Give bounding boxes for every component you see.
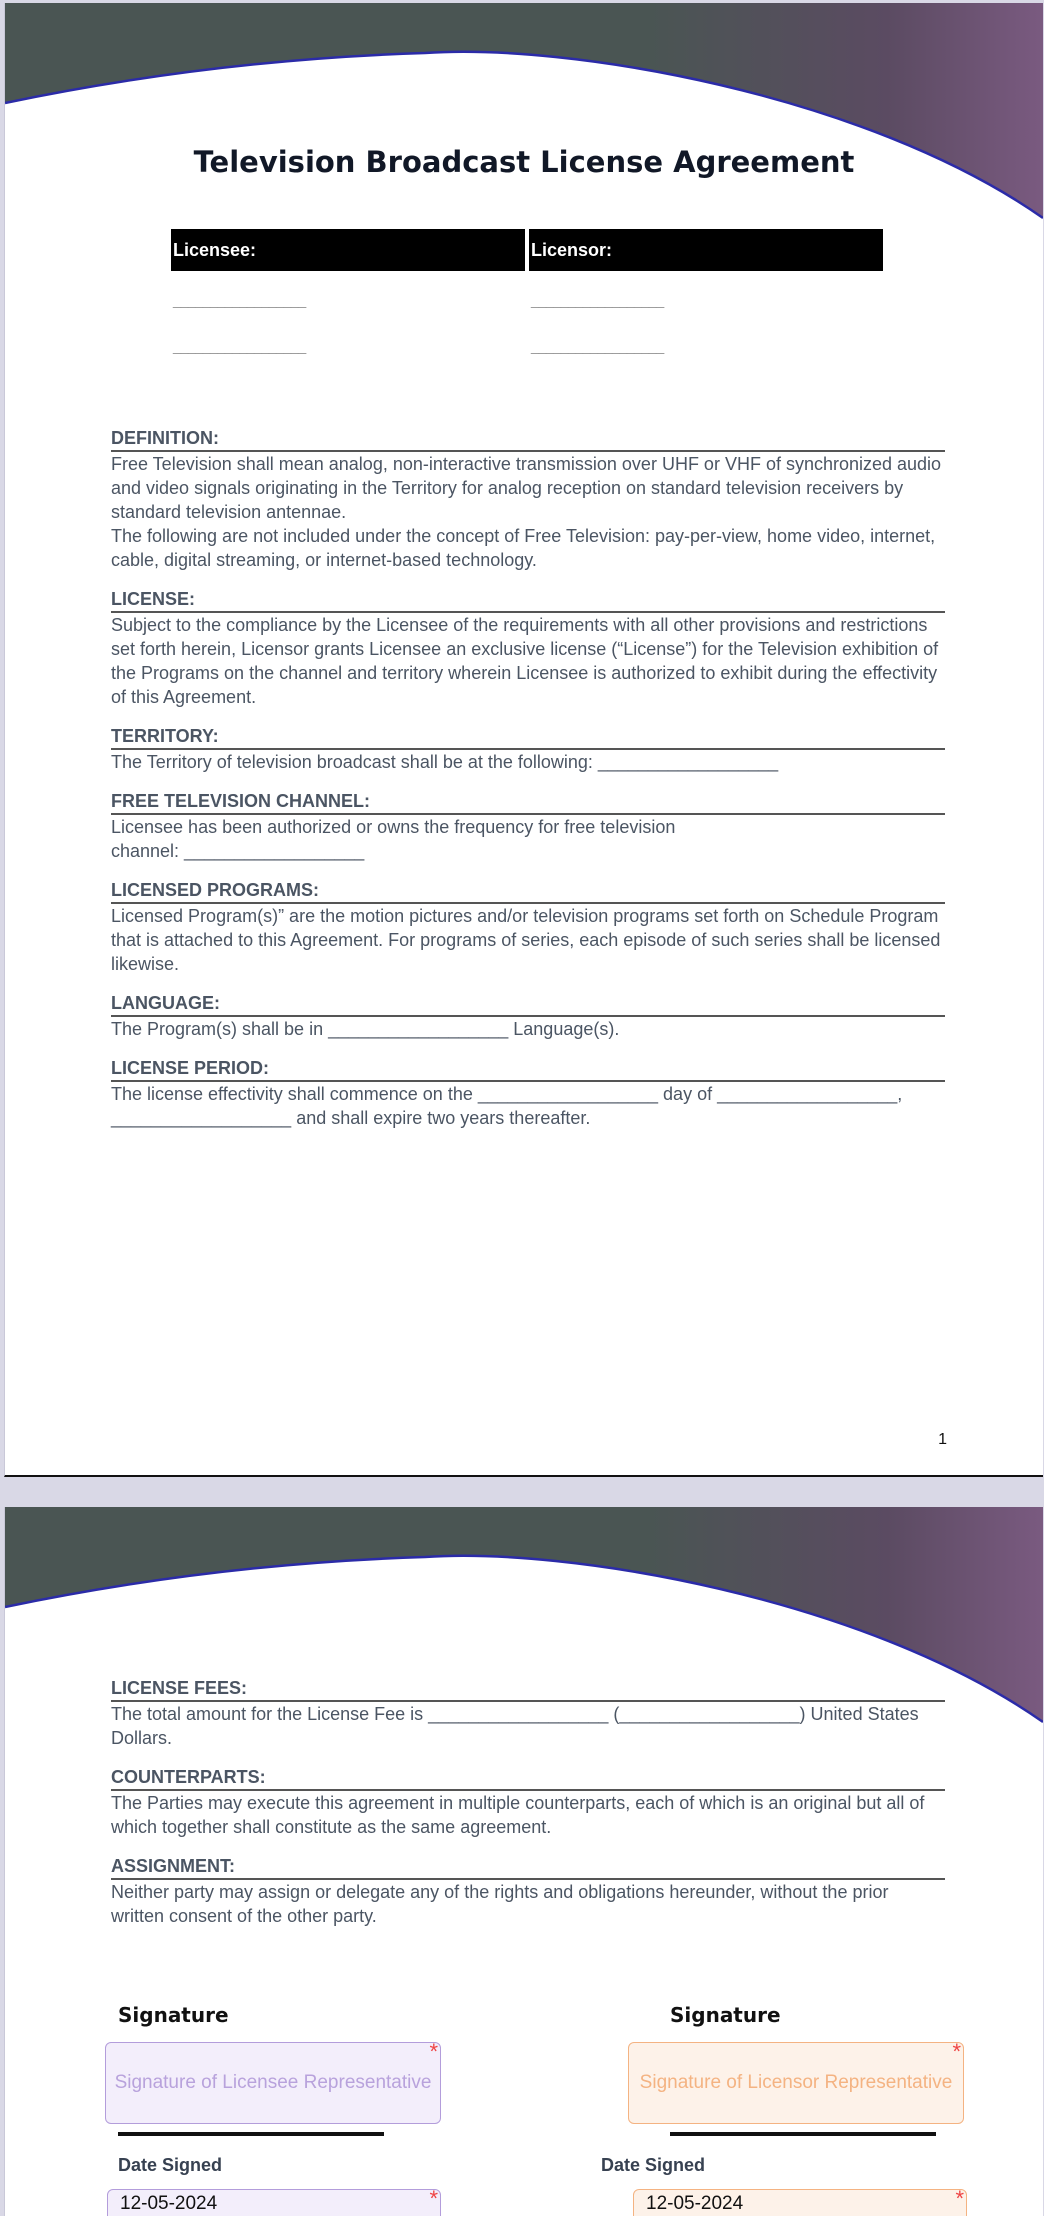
clause-body: The Parties may execute this agreement in multiple counterparts, each of which is an original but all of which together shall constitute as the same agreement. bbox=[111, 1793, 925, 1837]
licensor-date-label: Date Signed bbox=[601, 2155, 706, 2175]
clause-body: Free Television shall mean analog, non-interactive transmission over UHF or VHF of synchronized audio and video signals originating in the Territory for analog reception on standard television receivers by standard television antennae. The following are not included under the concept of Free Television: pay-per-view, home video, internet, cable, digital streaming, or internet-based technology. bbox=[111, 454, 942, 570]
clause-body: Licensed Program(s)” are the motion pictures and/or television programs set forth on Schedule Program that is attached to this Agreement. For programs of series, each episode of such series shall be licensed likewise. bbox=[111, 906, 941, 974]
document-title: Television Broadcast License Agreement bbox=[193, 145, 855, 179]
licensee-date-label: Date Signed bbox=[118, 2155, 223, 2175]
required-asterisk: * bbox=[955, 2186, 964, 2211]
page1-clauses bbox=[111, 427, 945, 1146]
licensor-blank-2: __________________ bbox=[531, 338, 664, 355]
clause-heading: FREE TELEVISION CHANNEL: bbox=[111, 790, 945, 815]
licensee-date-field[interactable] bbox=[107, 2186, 441, 2216]
clause-heading: ASSIGNMENT: bbox=[111, 1855, 945, 1880]
clause-body: Licensee has been authorized or owns the frequency for free television channel: __________________ bbox=[111, 817, 676, 861]
licensor-header: Licensor: bbox=[529, 229, 883, 271]
licensee-header: Licensee: bbox=[171, 229, 525, 271]
signature-line bbox=[118, 2132, 384, 2136]
licensor-signature-field[interactable] bbox=[628, 2042, 964, 2124]
required-asterisk: * bbox=[429, 2186, 438, 2211]
signature-placeholder: Signature of Licensor Representative bbox=[639, 2072, 953, 2093]
date-value: 12-05-2024 bbox=[646, 2193, 744, 2214]
licensee-signature-label: Signature bbox=[118, 2003, 229, 2027]
clause-free-tv-channel bbox=[111, 790, 945, 863]
clause-heading: COUNTERPARTS: bbox=[111, 1766, 945, 1791]
page2-clauses bbox=[111, 1677, 945, 1944]
required-asterisk: * bbox=[429, 2042, 438, 2064]
licensor-blank-1: __________________ bbox=[531, 292, 664, 309]
clause-license-fees bbox=[111, 1677, 945, 1750]
clause-license-period bbox=[111, 1057, 945, 1130]
clause-heading: LICENSE: bbox=[111, 588, 945, 613]
document-page-2 bbox=[4, 1507, 1043, 2216]
document-page-1 bbox=[4, 3, 1043, 1477]
clause-body: The license effectivity shall commence on the __________________ day of __________________, __________________ and shall expire two years thereafter. bbox=[111, 1084, 903, 1128]
clause-license bbox=[111, 588, 945, 709]
required-asterisk: * bbox=[952, 2042, 961, 2064]
signature-placeholder: Signature of Licensee Representative bbox=[114, 2072, 432, 2093]
clause-heading: LANGUAGE: bbox=[111, 992, 945, 1017]
licensee-blank-1: __________________ bbox=[173, 292, 306, 309]
licensor-date-field[interactable] bbox=[633, 2186, 967, 2216]
page-number: 1 bbox=[938, 1431, 947, 1448]
licensee-signature-field[interactable] bbox=[105, 2042, 441, 2124]
date-value: 12-05-2024 bbox=[120, 2193, 218, 2214]
clause-body: Subject to the compliance by the Licensee of the requirements with all other provisions and restrictions set forth herein, Licensor grants Licensee an exclusive license (“License”) for the Television exhibition of the Programs on the channel and territory wherein Licensee is authorized to exhibit during the effectivity of this Agreement. bbox=[111, 615, 939, 707]
clause-body: The Territory of television broadcast shall be at the following: __________________ bbox=[111, 752, 779, 772]
header-banner bbox=[5, 3, 1043, 223]
clause-heading: TERRITORY: bbox=[111, 725, 945, 750]
parties-table bbox=[171, 229, 883, 363]
clause-heading: LICENSE PERIOD: bbox=[111, 1057, 945, 1082]
clause-licensed-programs bbox=[111, 879, 945, 976]
clause-counterparts bbox=[111, 1766, 945, 1839]
clause-body: The Program(s) shall be in __________________ Language(s). bbox=[111, 1019, 620, 1039]
clause-heading: LICENSED PROGRAMS: bbox=[111, 879, 945, 904]
clause-body: Neither party may assign or delegate any of the rights and obligations hereunder, without the prior written consent of the other party. bbox=[111, 1882, 889, 1926]
licensee-blank-2: __________________ bbox=[173, 338, 306, 355]
clause-heading: DEFINITION: bbox=[111, 427, 945, 452]
clause-definition bbox=[111, 427, 945, 572]
clause-assignment bbox=[111, 1855, 945, 1928]
clause-body: The total amount for the License Fee is __________________ (__________________) United States Dollars. bbox=[111, 1704, 919, 1748]
licensor-signature-label: Signature bbox=[670, 2003, 781, 2027]
clause-heading: LICENSE FEES: bbox=[111, 1677, 945, 1702]
clause-territory bbox=[111, 725, 945, 774]
clause-language bbox=[111, 992, 945, 1041]
signature-line bbox=[670, 2132, 936, 2136]
